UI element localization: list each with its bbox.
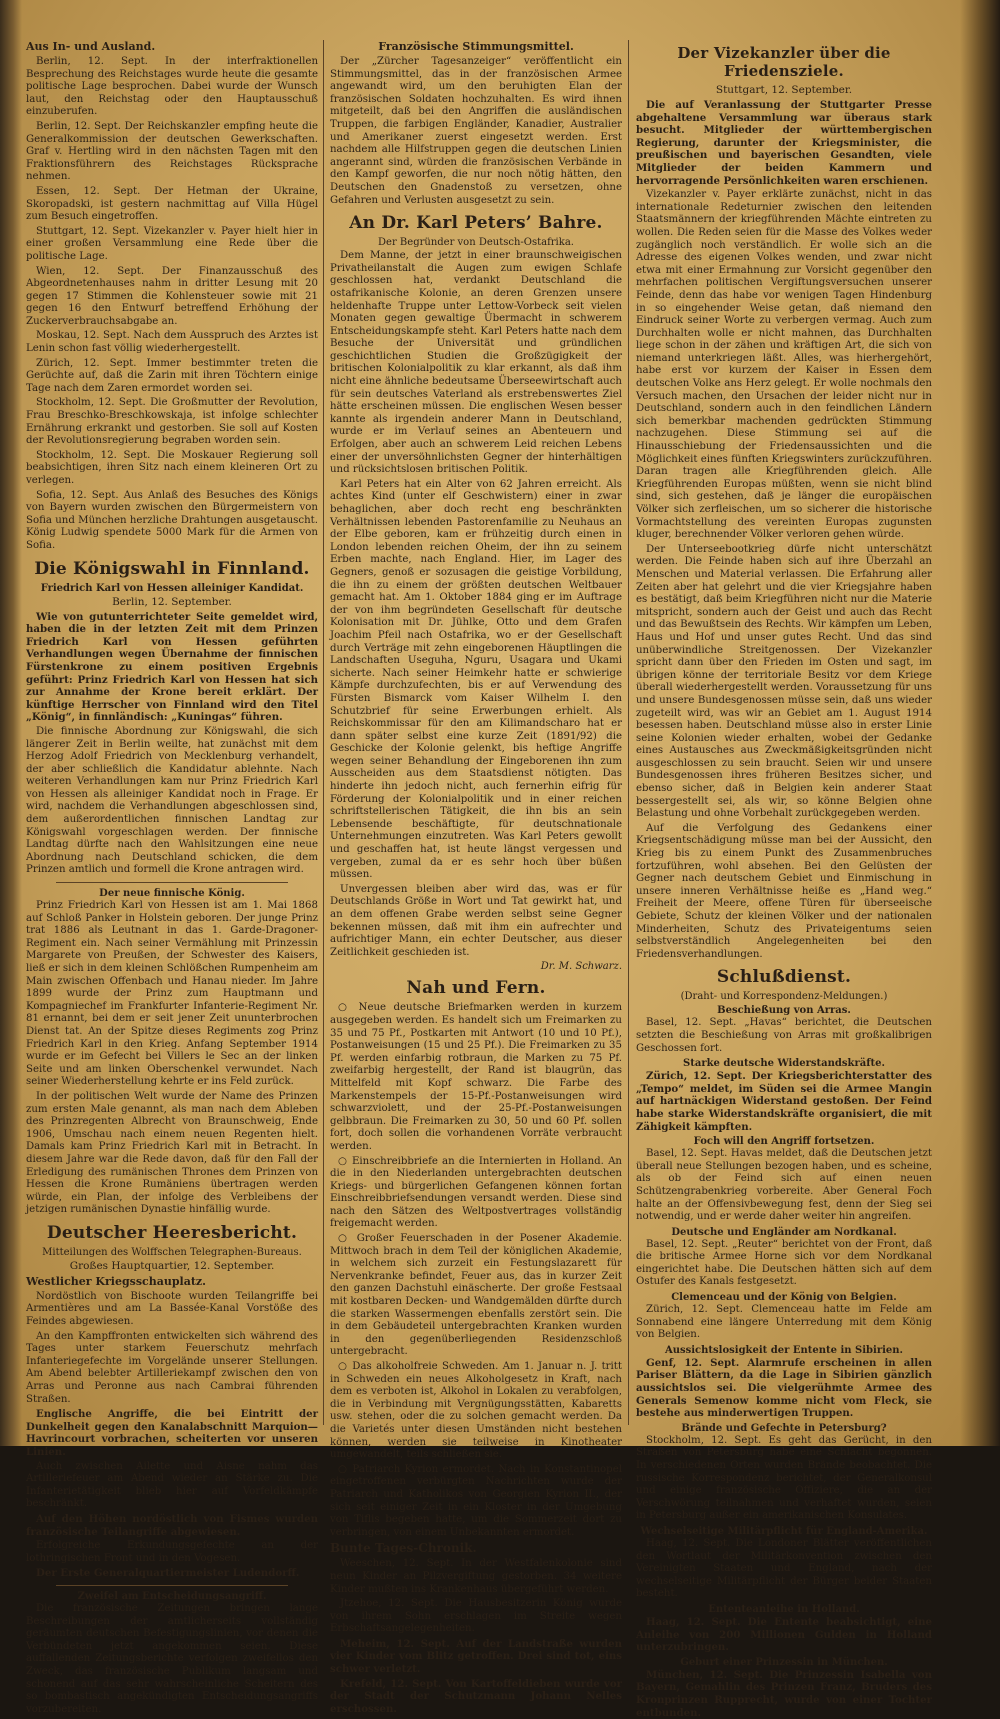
news-item: ○ Das alkoholfreie Schweden. Am 1. Januar n. J. tritt in Schweden ein neues Alkoholgesetz in Kraft, nach dem es verboten ist, Alkohol in Lokalen zu verabfolgen, die in Verbindung mit Vergnügungsstätten, Kabaretts usw. stehen, oder die zu solchen gemacht werden. Da die Varietés unter diesen Umständen nicht bestehen können, werden sie teilweise in Kinotheater umgewandelt, teils schließen sie. (330, 1361, 622, 1461)
news-paragraph: Krefeld, 12. Sept. Von Kartoffeldieben wurde vor der Stadt der Schutzmann Johann Nelles erschossen. (330, 1677, 622, 1715)
author-signature: Dr. M. Schwarz. (540, 961, 622, 973)
dispatch-text: Basel, 12. Sept. „Reuter“ berichtet von der Front, daß die britische Armee Horne sich vor dem Nordkanal eingerichtet habe. Die Deutschen hätten sich auf dem Ostufer des Kanals festgesetzt. (636, 1238, 932, 1288)
article-subheadline: (Draht- und Korrespondenz-Meldungen.) (680, 991, 888, 1003)
news-paragraph: Unvergessen bleiben aber wird das, was er für Deutschlands Größe in Wort und Tat gewirkt hat, und an dem offenen Grabe werden selbst seine Gegner bekennen müssen, daß mit ihm ein aufrechter und aufrichtiger Mann, ein echter Deutscher, aus dieser Zeitlichkeit geschieden ist. (330, 883, 622, 958)
dateline: Berlin, 12. September. (112, 595, 232, 608)
news-paragraph: Berlin, 12. Sept. In der interfraktionellen Besprechung des Reichstages wurde heute die gesamte politische Lage besprochen. Dabei wurde der Wunsch laut, den Reichstag oder den Hauptausschuß einzuberufen. (26, 56, 318, 118)
news-item: ○ Neue deutsche Briefmarken werden in kurzem ausgegeben werden. Es handelt sich um Freimarken zu 35 und 75 Pf., Postkarten mit Antwort (10 und 10 Pf.), Postanweisungen (15 und 25 Pf.). Die Freimarken zu 35 Pf. werden einfarbig rotbraun, die Marken zu 75 Pf. zweifarbig hergestellt, der Rand ist blaugrün, das Mittelfeld mit Kopf schwarz. Die Farbe des Markenstempels der 15-Pf.-Postanweisungen wird schwarzviolett, und der 25-Pf.-Postanweisungen gelbbraun. Die Freimarken zu 30, 50 und 60 Pf. sollen fort, doch sollen die vorhandenen Vorräte verbraucht werden. (330, 1002, 622, 1152)
news-paragraph: Moskau, 12. Sept. Nach dem Ausspruch des Arztes ist Lenin schon fast völlig wiederhergestellt. (26, 330, 318, 355)
column-middle (330, 38, 622, 1715)
news-paragraph: Wie von gutunterrichteter Seite gemeldet wird, haben die in der letzten Zeit mit dem Prinzen Friedrich Karl von Hessen geführten Verhandlungen wegen Übernahme der finnischen Fürstenkrone zu einem positiven Ergebnis geführt: Prinz Friedrich Karl von Hessen hat sich zur Annahme der Krone bereit erklärt. Der künftige Herrscher von Finnland wird den Titel „König“, in finnländisch: „Kuningas“ führen. (26, 610, 318, 724)
news-paragraph: Prinz Friedrich Karl von Hessen ist am 1. Mai 1868 auf Schloß Panker in Holstein geboren. Der junge Prinz trat 1886 als Leutnant in das 1. Garde-Dragoner-Regiment ein. Nach seiner Vermählung mit Prinzessin Margarete von Preußen, der Schwester des Kaisers, ließ er sich in dem kleinen Schlößchen Rumpenheim am Main zwischen Offenbach und Hanau nieder. Im Jahre 1899 wurde der Prinz zum Hauptmann und Kompagniechef im Frankfurter Infanterie-Regiment Nr. 81 ernannt, bei dem er seit jener Zeit ununterbrochen Dienst tat. An der Spitze dieses Regiments zog Prinz Friedrich Karl in den Krieg. Anfang September 1914 wurde er im Gefecht bei Villers le Sec an der linken Seite und am linken Oberschenkel verwundet. Nach seiner Wiederherstellung kehrte er ins Feld zurück. (26, 900, 318, 1088)
news-paragraph: Dem Manne, der jetzt in einer braunschweigischen Privatheilanstalt die Augen zum ewigen Schlafe geschlossen hat, verdankt Deutschland die ostafrikanische Kolonie, an deren Grenzen unsere heldenhafte Truppe unter Lettow-Vorbeck seit vielen Monaten gegen gewaltige Übermacht in schwerem Entscheidungskampfe steht. Karl Peters hatte nach dem Besuche der Universität und gründlichen geschichtlichen Studien die Großzügigkeit der britischen Kolonialpolitik zu klar erkannt, als daß ihm nicht eine ähnliche bedeutsame Überseewirtschaft auch für sein deutsches Vaterland als erstrebenswertes Ziel hätte erscheinen müssen. Die englischen Wesen besser kannte als irgendein anderer Mann in Deutschland, wurde er im Verlauf seines an Abenteuern und Erfolgen, aber auch an schwerem Leid reichen Lebens einer der unversöhnlichsten Gegner der hinterhältigen und rücksichtslosen britischen Politik. (330, 250, 622, 476)
column-rule (323, 40, 324, 1425)
article-subheadline: Mitteilungen des Wolffschen Telegraphen-Bureaus. (42, 1246, 302, 1258)
dispatch-heading: Beschießung von Arras. (717, 1005, 851, 1017)
dispatch-text: Haag, 12. Sept. Die Entente beabsichtigt, eine Anleihe von 200 Millionen Gulden in Holland unterzubringen. (636, 1615, 932, 1654)
article-headline: Die Königswahl in Finnland. (34, 558, 310, 579)
dispatch-heading: Clemenceau und der König von Belgien. (671, 1292, 897, 1304)
article-headline: Schlußdienst. (716, 967, 852, 988)
news-paragraph: Der Unterseebootkrieg dürfe nicht unterschätzt werden. Die Feinde haben sich auf ihre Überzahl an Menschen und Material verlassen. Die Erfahrung aller Zeiten aber hat gelehrt und die vier Kriegsjahre haben es bestätigt, daß beim Kriegführen nicht nur die Materie mitspricht, sondern auch der Geist und auch das Recht und das Bewußtsein des Rechts. Wir kämpfen um Leben, Haus und Hof und unser gutes Recht. Und das sind unüberwindliche Streitgenossen. Der Vizekanzler spricht dann über den Frieden im Osten und sagt, im übrigen könne der territoriale Besitz vor dem Kriege überall wiederhergestellt werden. Voraussetzung für uns und unsere Bundesgenossen müsse sein, daß uns wieder zugeteilt wird, was wir an Gebiet am 1. August 1914 besessen haben. Deutschland müsse also in erster Linie seine Kolonien wieder erhalten, wobei der Gedanke eines Austausches aus Zweckmäßigkeitsgründen nicht ausgeschlossen zu sein braucht. Seien wir und unsere Bundesgenossen ihres früheren Besitzes sicher, und ebenso sicher, daß in Belgien kein anderer Staat bessergestellt sei, als wir, so könne Belgien ohne Belastung und ohne Vorbehalt zurückgegeben werden. (636, 543, 932, 820)
dispatch-text: Basel, 12. Sept. „Havas“ berichtet, die Deutschen setzten die Beschießung von Arras mit großkalibrigen Geschossen fort. (636, 1017, 932, 1054)
news-paragraph: Meheim, 12. Sept. Auf der Landstraße wurden vier Kinder vom Blitz getroffen. Drei sind tot, eins schwer verletzt. (330, 1637, 622, 1676)
page-binding-shadow (0, 0, 22, 1446)
dispatch-text: Zürich, 12. Sept. Clemenceau hatte im Felde am Sonnabend eine längere Unterredung mit dem König von Belgien. (636, 1304, 932, 1341)
news-paragraph: Die französische Zeitungen bringen lange Beschreibungen der amtlicherseits vollständig geräumten deutschen Befestigungslinien, vor denen die Verbündeten jetzt angekommen seien. Diese auffallenden Zeitungsberichte verfolgen zweifellos den Zweck, das französische Publikum langsam und schonend auf das sehr wahrscheinliche Scheitern des so bombastisch angekündigten Entscheidungsangriffs vorzubereiten. (26, 1602, 318, 1715)
dispatch-text: Basel, 12. Sept. Havas meldet, daß die Deutschen jetzt überall neue Stellungen bezogen haben, und es scheine, als ob der Feind sich auf einen neuen Schützengrabenkrieg vorbereite. Aber General Foch halte an der Offensivbewegung fest, denn der Sieg sei notwendig, und er werde daher weiter hin angreifen. (636, 1148, 932, 1223)
article-headline: Nah und Fern. (406, 978, 546, 999)
dispatch-heading: Geburt einer Prinzessin in München. (680, 1656, 888, 1668)
news-paragraph: Stuttgart, 12. Sept. Vizekanzler v. Payer hielt hier in einer großen Versammlung eine Rede über die politische Lage. (26, 225, 318, 262)
news-paragraph: Essen, 12. Sept. Der Hetman der Ukraine, Skoropadski, ist gestern nachmittag auf Villa Hügel zum Besuch eingetroffen. (26, 185, 318, 223)
dispatch-heading: Deutsche und Engländer am Nordkanal. (671, 1226, 897, 1238)
dispatch-heading: Aussichtslosigkeit der Entente in Sibirien. (664, 1344, 904, 1356)
news-paragraph: An den Kampffronten entwickelten sich während des Tages unter starkem Feuerschutz mehrfach Infanteriegefechte im Vorgelände unserer Stellungen. Am Abend belebter Artilleriekampf zwischen den von Arras und Peronne aus nach Cambrai führenden Straßen. (26, 1330, 318, 1405)
dateline: Stuttgart, 12. September. (715, 84, 853, 96)
news-paragraph: Erfolgreiche Erkundungsgefechte an der lothringischen Front und in den Vogesen. (26, 1540, 318, 1564)
column-left (26, 38, 318, 1715)
dispatch-text: München, 12. Sept. Die Prinzessin Isabella von Bayern, Gemahlin des Prinzen Franz, Bruders des Kronprinzen Rupprecht, wurde von einer Tochter entbunden. (636, 1668, 932, 1719)
news-paragraph: Auf den Höhen nordöstlich von Fismes wurden französische Teilangriffe abgewiesen. (26, 1512, 318, 1538)
dispatch-heading: Foch will den Angriff fortsetzen. (693, 1136, 875, 1148)
column-rule (628, 40, 629, 1425)
article-headline: An Dr. Karl Peters’ Bahre. (349, 213, 603, 234)
dispatch-text: Genf, 12. Sept. Alarmrufe erscheinen in allen Pariser Blättern, da die Lage in Sibirien gänzlich aussichtslos sei. Die vielgerühmte Armee des Generals Semenow komme nicht vom Fleck, sie bestehe aus minderwertigen Truppen. (636, 1356, 932, 1420)
article-headline: Deutscher Heeresbericht. (46, 1222, 298, 1243)
article-headline: Der Vizekanzler über die Friedensziele. (677, 44, 891, 80)
article-subheadline: Friedrich Karl von Hessen alleiniger Kandidat. (40, 582, 304, 594)
news-paragraph: Der „Zürcher Tagesanzeiger“ veröffentlicht ein Stimmungsmittel, das in der französischen Armee angewandt wird, um den beruhigten Elan der französischen Soldaten hochzuhalten. Es wird ihnen mitgeteilt, daß bei den Angriffen die ausländischen Truppen, die farbigen Engländer, Kanadier, Australier und Amerikaner zuerst eingesetzt werden. Erst nachdem alle Hilfstruppen gegen die deutschen Linien angerannt sind, würden die französischen Verbände in den Kampf geworfen, die nur noch nötig hätten, den Deutschen den Gnadenstoß zu versetzen, ohne Gefahren und Verlusten ausgesetzt zu sein. (330, 56, 622, 206)
news-item: ○ Einschreibbriefe an die Internierten in Holland. An die in den Niederlanden untergebrachten deutschen Kriegs- und bürgerlichen Gefangenen können fortan Einschreibbriefsendungen versandt werden. Diese sind nach den Sätzen des Weltpostvertrages vollständig freigemacht werden. (330, 1155, 622, 1230)
section-heading: Westlicher Kriegsschauplatz. (26, 1274, 206, 1288)
page-edge-shadow (960, 0, 1000, 1446)
news-paragraph: Auf die Verfolgung des Gedankens einer Kriegsentschädigung müsse man bei der Aussicht, den Krieg bis zu einem Punkt des Zusammenbruches fortzuführen, wohl absehen. Bei den Gelüsten der Gegner nach deutschem Gebiet und Einmischung in unsere inneren Verhältnisse heiße es „Hand weg.“ Freiheit der Meere, offene Türen für überseeische Gebiete, Schutz der kleinen Völker und der nationalen Minderheiten, Schutz des Privateigentums seien selbstverständlich Angelegenheiten bei den Friedensverhandlungen. (636, 822, 932, 960)
dispatch-text: Haag, 12. Sept. Die Londoner Blätter veröffentlichen den Wortlaut der Militärkonvention zwischen den Vereinigten Staaten und England, nach der wechselseitige Militärpflicht der Bürger beider Staaten besteht. (636, 1537, 932, 1600)
report-signature: Der Erste Generalquartiermeister Ludendorff. (36, 1567, 300, 1580)
news-paragraph: Weeschen, 12. Sept. In der Westfalenkolonie sind neun Kinder an Pilzvergiftung gestorben. 34 weitere Kinder mußten ins Krankenhaus übergeführt werden. (330, 1558, 622, 1595)
news-paragraph: Jtzehoe, 12. Sept. Die Hausbesitzerin König wurde von ihrem Sohn erschlagen im Streite wegen Erbschaftsangelegenheiten. (330, 1598, 622, 1635)
divider (56, 1585, 288, 1586)
dispatch-text: Zürich, 12. Sept. Der Kriegsberichterstatter des „Tempo“ meldet, im Süden sei die Armee Mangin auf hartnäckigen Widerstand gestoßen. Der Feind habe starke Widerstandskräfte organisiert, die mit Zähigkeit kämpften. (636, 1070, 932, 1133)
news-item: ○ Großer Feuerschaden in der Posener Akademie. Mittwoch brach in dem Teil der königlichen Akademie, in welchem sich zurzeit ein Festungslazarett für Nervenkranke befindet, Feuer aus, das in kurzer Zeit den ganzen Dachstuhl einäscherte. Der große Festsaal mit kostbaren Decken- und Wandgemälden dürfte durch die starken Wassermengen ebenfalls zerstört sein. Die in dem Gebäudeteil untergebrachten Kranken wurden in den gegenüberliegenden Residenzschloß untergebracht. (330, 1233, 622, 1358)
dispatch-heading: Brände und Gefechte in Petersburg? (681, 1422, 887, 1434)
dispatch-text: Stockholm, 12. Sept. Es geht das Gerücht, in den Straßen von Petersburg habe eine Schlacht begonnen. In verschiedenen Orten wurden Brände beobachtet. Die russische Korrespondenz berichtet, der Generalkonsul und einige französische Offiziere, die an der Verschwörung teilnahmen und verhaftet wurden, seien in Petersburg außer ein amerikanischen Konsulates. (636, 1434, 932, 1522)
dispatch-heading: Ententeanleihe in Holland. (708, 1603, 860, 1615)
dateline: Großes Hauptquartier, 12. September. (69, 1259, 275, 1272)
column-right (636, 38, 932, 1719)
news-paragraph: Sofia, 12. Sept. Aus Anlaß des Besuches des Königs von Bayern wurden zwischen den Bürgermeistern von Sofia und München herzliche Drahtungen ausgetauscht. König Ludwig spendete 5000 Mark für die Armen von Sofia. (26, 489, 318, 551)
article-subheadline: Französische Stimmungsmittel. (378, 40, 574, 53)
news-paragraph: Zürich, 12. Sept. Immer bestimmter treten die Gerüchte auf, daß die Zarin mit ihren Töchtern einige Tage nach dem Zaren ermordet worden sei. (26, 357, 318, 394)
divider (56, 882, 288, 883)
dispatch-heading: Wechselseitige Militärpflicht für England-Amerika. (640, 1525, 928, 1537)
section-heading: Bunte Tages-Chronik. (330, 1541, 477, 1556)
section-heading: Aus In- und Ausland. (26, 40, 156, 53)
news-paragraph: Die auf Veranlassung der Stuttgarter Presse abgehaltene Versammlung war überaus stark besucht. Mitglieder der württembergischen Regierung, darunter der Kriegsminister, die preußischen und bayerischen Gesandten, viele Mitglieder der beiden Kammern und hervorragende Persönlichkeiten waren erschienen. (636, 99, 932, 187)
news-paragraph: Die finnische Abordnung zur Königswahl, die sich längerer Zeit in Berlin weilte, hat zunächst mit dem Herzog Adolf Friedrich von Mecklenburg verhandelt, der aber schließlich die Kandidatur ablehnte. Nach weiteren Verhandlungen kam nur Prinz Friedrich Karl von Hessen als alleiniger Kandidat noch in Frage. Er wird, nachdem die Verhandlungen abgeschlossen sind, dem außerordentlichen finnischen Landtag zur Königswahl vorgeschlagen werden. Der finnische Landtag dürfte nach den Wahlsitzungen eine neue Abordnung nach Deutschland schicken, die dem Prinzen amtlich und formell die Krone antragen wird. (26, 725, 318, 876)
article-subheadline: Zweifel am Entscheidungsangriff. (77, 1590, 267, 1602)
news-paragraph: In der politischen Welt wurde der Name des Prinzen zum ersten Male genannt, als man nach dem Ableben des Prinzregenten Albrecht von Braunschweig, Ende 1906, Umschau nach einem neuen Regenten hielt. Damals kam Prinz Friedrich Karl mit in Betracht. In diesem Jahre war die Rede davon, daß für den Fall der Erledigung des rumänischen Thrones dem Prinzen von Hessen die Krone Rumäniens übertragen werden würde, ein Plan, der infolge des Verbleibens der jetzigen rumänischen Dynastie hinfällig wurde. (26, 1090, 318, 1216)
news-paragraph: Stockholm, 12. Sept. Die Großmutter der Revolution, Frau Breschko-Breschkowskaja, ist infolge schlechter Ernährung erkrankt und gestorben. Sie soll auf Kosten der Revolutionsregierung begraben worden sein. (26, 397, 318, 447)
news-item: ○ Patriarch Kyrion ermordet. Nach in Konstantinopel eingetroffenen verbürgten Nachrichten wurde der Patriarch und Katholikos von Georgien Kyrion II., der sich seit einiger Zeit in ein Kloster in der Umgebung von Tiflis begeben hatte, um die Sommerzeit dort zu verbringen, von einem Unbekannten ermordet. (330, 1463, 622, 1538)
news-paragraph: Stockholm, 12. Sept. Die Moskauer Regierung soll beabsichtigen, ihren Sitz nach einem kleineren Ort zu verlegen. (26, 449, 318, 486)
article-subheadline: Der Begründer von Deutsch-Ostafrika. (378, 237, 574, 249)
news-paragraph: Karl Peters hat ein Alter von 62 Jahren erreicht. Als achtes Kind (unter elf Geschwistern) einer in zwar behaglichen, aber doch recht eng beschränkten Verhältnissen lebenden Pastorenfamilie zu Neuhaus an der Elbe geboren, kam er frühzeitig durch einen in London lebenden reichen Oheim, der ihn zu seinem Erben machte, nach England. Hier, im Lager des Gegners, genoß er sozusagen die geistige Vorbildung, die ihn zu einem der größten deutschen Weltbauer gemacht hat. Am 1. Oktober 1884 ging er im Auftrage der von ihm begründeten Gesellschaft für deutsche Kolonisation mit Dr. Jühlke, Otto und dem Grafen Joachim Pfeil nach Ostafrika, wo er der Gesellschaft durch Verträge mit zehn eingeborenen Häuptlingen die Landschaften Useguha, Nguru, Usagara und Ukami sicherte. Nach seiner Heimkehr hatte er schwierige Kämpfe durchzufechten, bis er auf Verwendung des Fürsten Bismarck vom Kaiser Wilhelm I. den Schutzbrief für seine Erwerbungen erhielt. Als Reichskommissar für den am Kilimandscharo hat er dann später selbst eine kurze Zeit (1891/92) die Geschicke der Kolonie gelenkt, bis heftige Angriffe wegen seiner Behandlung der Eingeborenen ihn zum Ausscheiden aus dem Staatsdienst nötigten. Das hinderte ihn jedoch nicht, auch fernerhin eifrig für Förderung der Kolonialpolitik und in einer reichen schriftstellerischen Tätigkeit, die ihn bis an sein Lebensende beschäftigte, für deutschnationale Unternehmungen einzutreten. Was Karl Peters gewollt und geschaffen hat, ist heute längst vergessen und vergeben, zumal da er es sehr hoch über büßen müssen. (330, 478, 622, 881)
news-paragraph: Berlin, 12. Sept. Der Reichskanzler empfing heute die Generalkommission der deutschen Gewerkschaften. Graf v. Hertling wird in den nächsten Tagen mit den Fraktionsführern des Reichstages Rücksprache nehmen. (26, 120, 318, 183)
news-paragraph: Vizekanzler v. Payer erklärte zunächst, nicht in das internationale Redeturnier zwischen den leitenden Staatsmännern der kriegführenden Mächte eintreten zu wollen. Die Reden seien für die Masse des Volkes weder zugänglich noch verständlich. Er wolle sich an die Adresse des eigenen Volkes wenden, und zwar nicht etwa mit einer Ermahnung zur Vorsicht gegenüber den mehrfachen politischen Vergiftungsversuchen unserer Feinde, denn das habe vor wenigen Tagen Hindenburg in so eingehender Weise getan, daß niemand den Eindruck seiner Worte zu verbergen vermag. Auch zum Durchhalten wolle er nicht mahnen, das Durchhalten liege schon in der zähen und kräftigen Art, die sich von niemand unterkriegen läßt. Alles, was hierhergehört, habe erst vor kurzem der Kaiser in Essen dem deutschen Volke ans Herz gelegt. Er wolle nochmals den Versuch machen, den Ursachen der leider nicht nur in Deutschland, sondern auch in den feindlichen Ländern sich bemerkbar machenden gedrückten Stimmung nachzugehen. Diese Stimmung sei auf die Hinausschiebung der Friedensaussichten und die Möglichkeit eines fünften Kriegswinters zurückzuführen. Daran tragen alle Kriegführenden gleich. Alle Kriegführenden Europas müßten, wenn sie nicht blind sind, sich gestehen, daß je länger die europäischen Völker sich zerfleischen, um so sicherer die historische Vormachtstellung des vereinten Europas zugunsten kluger, berechnender Völker verloren gehen würde. (636, 189, 932, 541)
news-paragraph: Wien, 12. Sept. Der Finanzausschuß des Abgeordnetenhauses nahm in dritter Lesung mit 20 gegen 17 Stimmen die Kohlensteuer sowie mit 21 gegen 16 den Entwurf betreffend Erhöhung der Zuckerverbrauchsabgabe an. (26, 265, 318, 327)
dispatch-heading: Starke deutsche Widerstandskräfte. (683, 1058, 885, 1070)
article-subheadline: Der neue finnische König. (99, 888, 245, 900)
news-paragraph: Nordöstlich von Bischoote wurden Teilangriffe bei Armentières und am La Bassée-Kanal Vorstöße des Feindes abgewiesen. (26, 1290, 318, 1328)
news-paragraph: Auch zwischen Ailette und Aisne nahm das Artilleriefeuer am Abend wieder an Stärke zu. Die Infanterietätigkeit blieb hier auf Vorfeldkämpfe beschränkt. (26, 1460, 318, 1510)
news-paragraph: Englische Angriffe, die bei Eintritt der Dunkelheit gegen den Kanalabschnitt Marquion—Havrincourt vorbrachen, scheiterten vor unseren Linien. (26, 1408, 318, 1458)
